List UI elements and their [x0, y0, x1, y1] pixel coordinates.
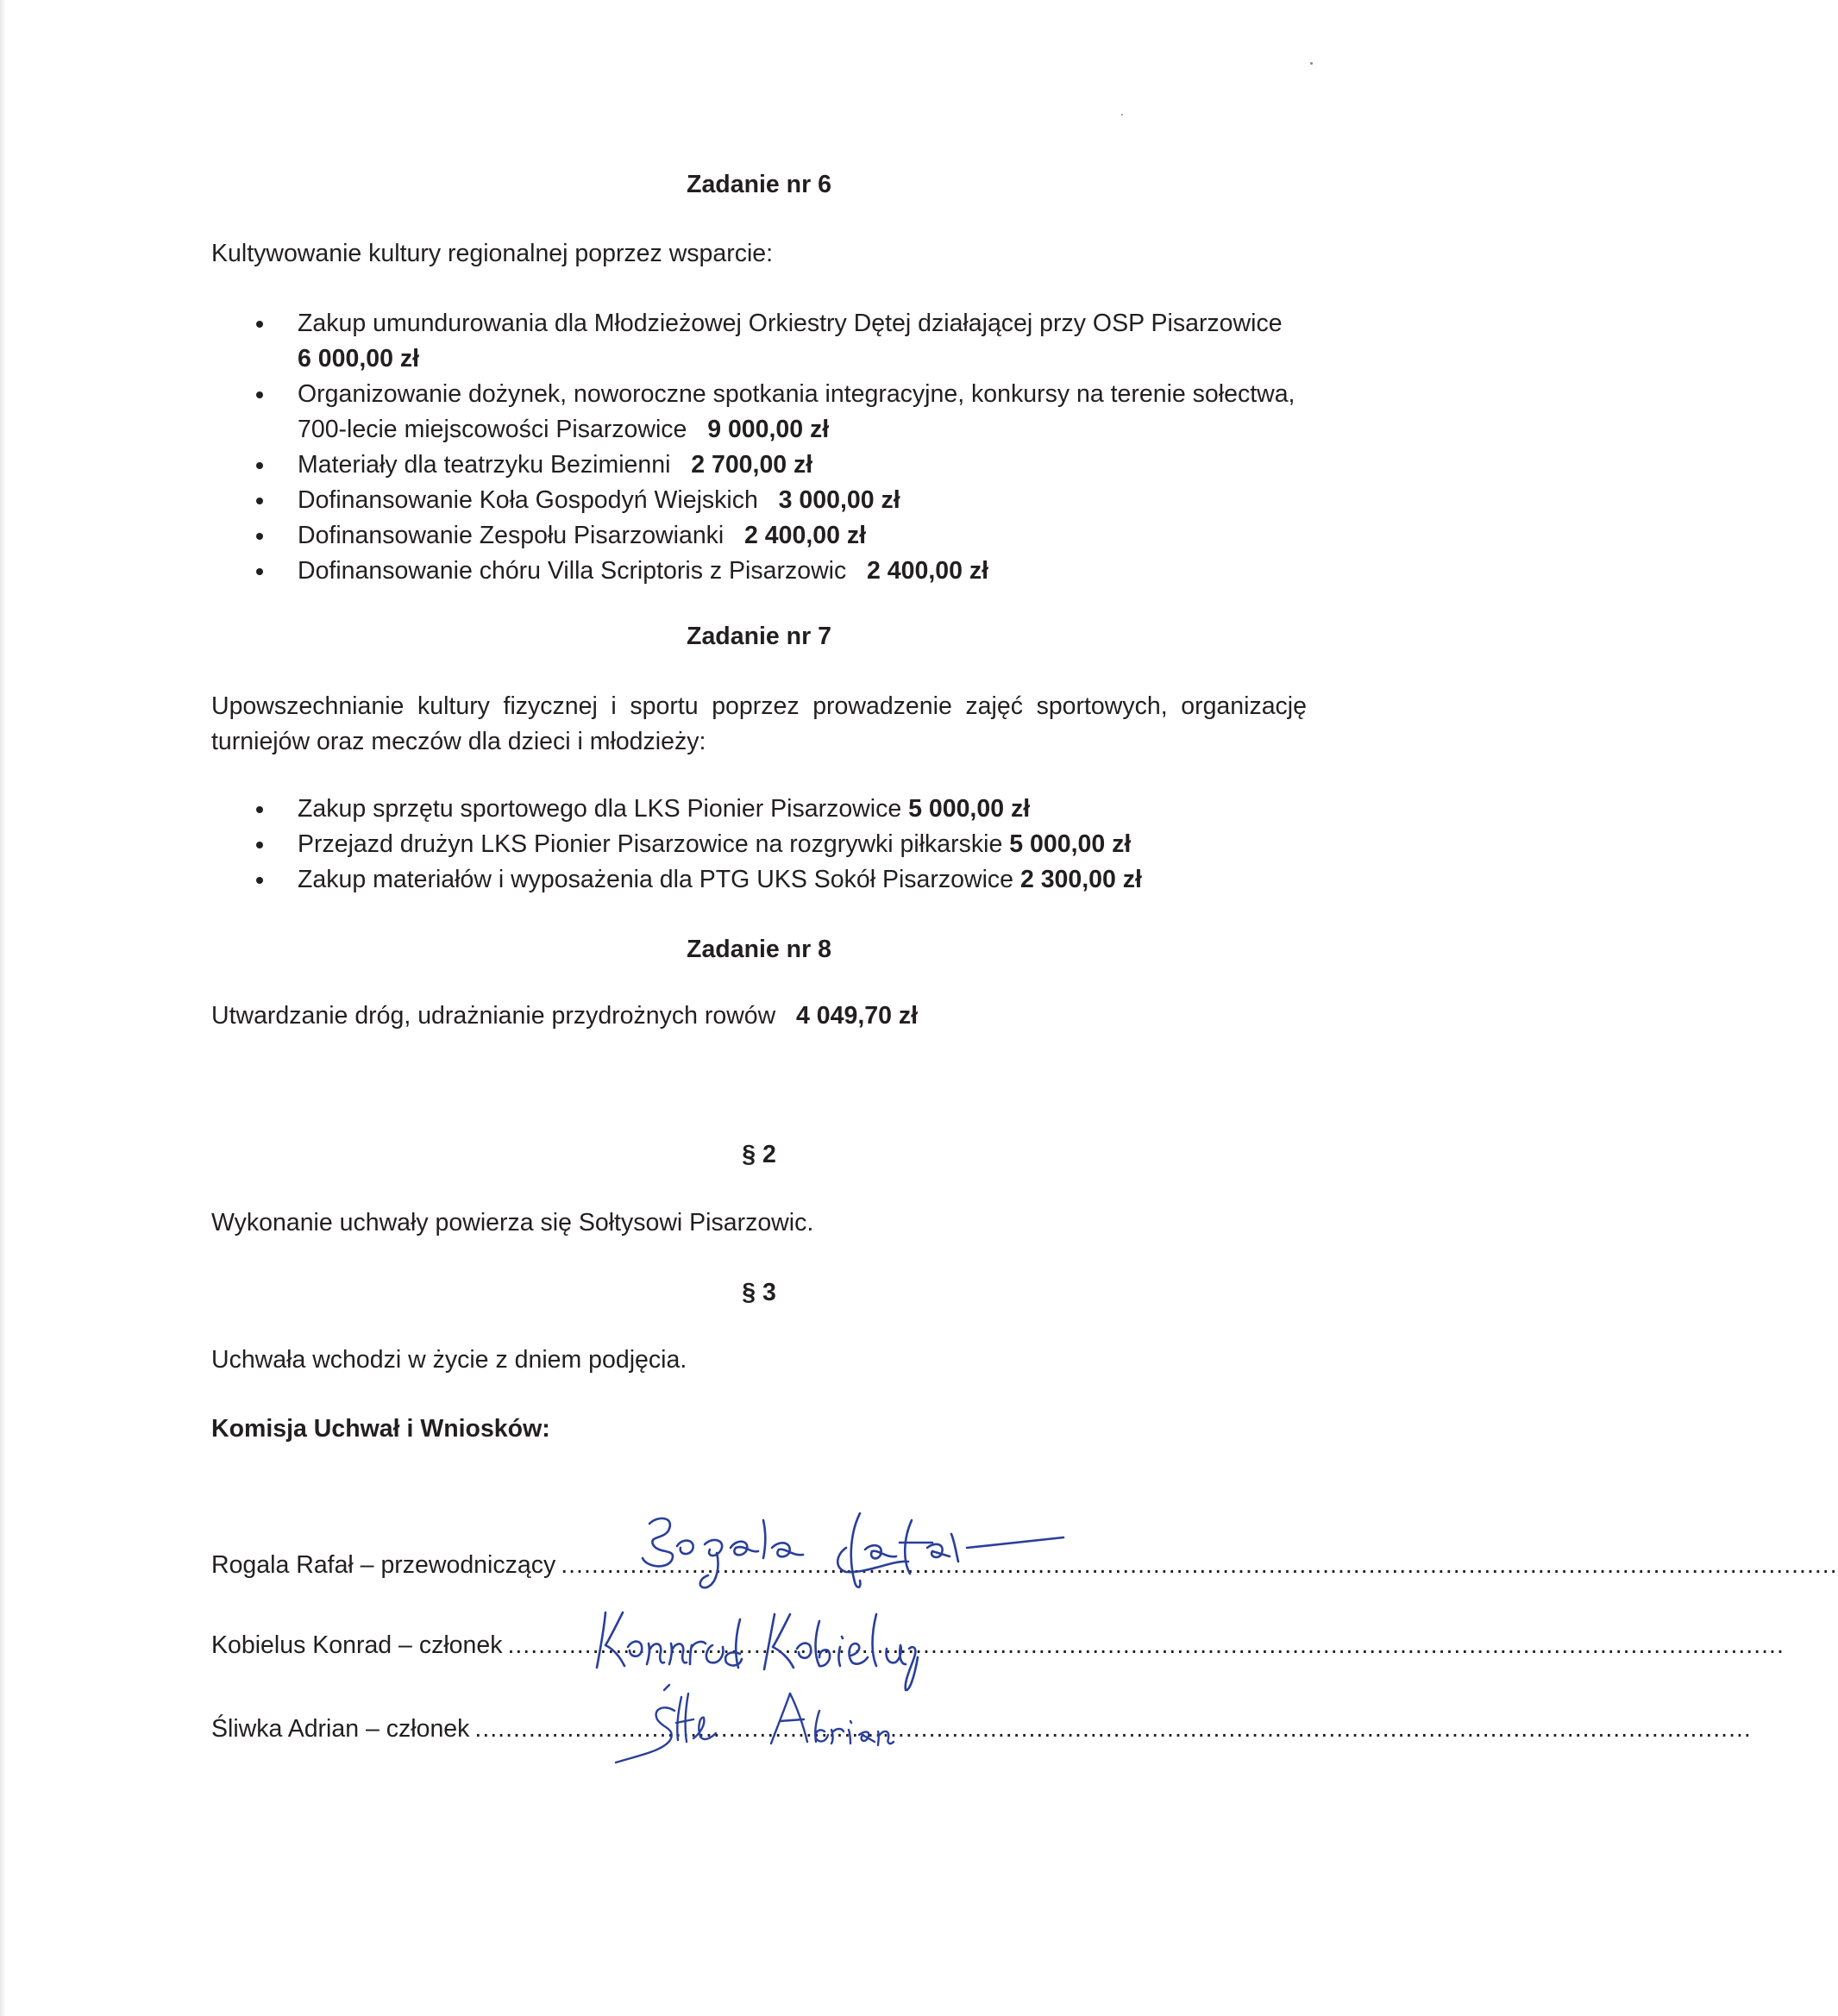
signature-line-member [211, 1628, 1785, 1663]
item-text: Materiały dla teatrzyku Bezimienni [298, 451, 671, 479]
task7-intro: Upowszechnianie kultury fizycznej i sportu poprzez prowadzenie zajęć sportowych, organizację turniejów oraz meczów dla dzieci i młodzieży: [211, 692, 1307, 755]
bullet-icon [256, 498, 263, 504]
item-amount: 2 700,00 zł [691, 451, 813, 479]
signature-dots: ...................................................................................................................................................................... [474, 1715, 1752, 1743]
task6-intro: Kultywowanie kultury regionalnej poprzez wsparcie: [211, 240, 774, 267]
list-item [211, 518, 1307, 554]
item-text: Zakup umundurowania dla Młodzieżowej Orkiestry Dętej działającej przy OSP Pisarzowice [298, 310, 1283, 337]
member-name: Śliwka Adrian – członek [211, 1715, 470, 1743]
list-item [211, 483, 1307, 518]
bullet-icon [256, 391, 263, 398]
bullet-icon [256, 533, 263, 540]
bullet-icon [256, 877, 263, 884]
item-amount: 5 000,00 zł [908, 795, 1031, 823]
item-amount: 2 400,00 zł [867, 557, 989, 585]
signature-line-member [211, 1712, 1752, 1747]
committee-title: Komisja Uchwał i Wniosków: [211, 1415, 550, 1443]
task8-heading: Zadanie nr 8 [687, 936, 831, 963]
bullet-icon [256, 806, 263, 813]
section3-heading: § 3 [742, 1279, 776, 1306]
scan-speck [1121, 114, 1123, 116]
item-amount: 2 300,00 zł [1019, 866, 1142, 893]
task7-heading: Zadanie nr 7 [687, 623, 831, 650]
item-text: Zakup sprzętu sportowego dla LKS Pionier Pisarzowice [298, 795, 902, 823]
bullet-icon [256, 842, 263, 848]
list-item [211, 827, 1307, 862]
bullet-icon [256, 462, 263, 469]
bullet-icon [256, 568, 263, 575]
item-text: Dofinansowanie Koła Gospodyń Wiejskich [298, 486, 758, 514]
list-item [211, 306, 1307, 377]
section2-heading: § 2 [742, 1141, 776, 1168]
list-item [211, 792, 1307, 827]
list-item [211, 377, 1307, 448]
task8-amount: 4 049,70 zł [796, 1002, 919, 1030]
task6-heading: Zadanie nr 6 [687, 171, 831, 198]
task8-description: Utwardzanie dróg, udrażnianie przydrożnych rowów [211, 1002, 776, 1030]
list-item [211, 862, 1307, 898]
task7-list [211, 792, 1307, 898]
item-text: Przejazd drużyn LKS Pionier Pisarzowice na rozgrywki piłkarskie [298, 830, 1003, 858]
scan-speck [1310, 62, 1313, 65]
item-text: Dofinansowanie Zespołu Pisarzowianki [298, 522, 725, 549]
item-amount: 5 000,00 zł [1009, 830, 1132, 858]
item-amount: 2 400,00 zł [744, 522, 867, 549]
section2-text: Wykonanie uchwały powierza się Sołtysowi Pisarzowic. [211, 1209, 814, 1237]
item-amount: 9 000,00 zł [707, 416, 830, 443]
signature-line-chair [211, 1548, 1838, 1583]
item-text: Organizowanie dożynek, noworoczne spotkania integracyjne, konkursy na terenie sołectwa, 700-lecie miejscowości Pisarzowice [298, 380, 1295, 443]
task6-list [211, 306, 1307, 589]
member-name: Kobielus Konrad – członek [211, 1631, 503, 1659]
signature-dots: ...................................................................................................................................................................... [561, 1551, 1838, 1579]
item-amount: 3 000,00 zł [778, 486, 900, 514]
scan-edge-shadow [0, 0, 6, 2016]
signature-dots: ...................................................................................................................................................................... [507, 1631, 1785, 1659]
item-text: Dofinansowanie chóru Villa Scriptoris z Pisarzowic [298, 557, 847, 585]
task8-text [211, 999, 1307, 1034]
list-item [211, 554, 1307, 589]
member-name: Rogala Rafał – przewodniczący [211, 1551, 556, 1579]
list-item [211, 448, 1307, 483]
section3-text: Uchwała wchodzi w życie z dniem podjęcia. [211, 1346, 687, 1374]
item-amount: 6 000,00 zł [298, 345, 420, 373]
bullet-icon [256, 321, 263, 328]
item-text: Zakup materiałów i wyposażenia dla PTG UKS Sokół Pisarzowice [298, 866, 1014, 893]
